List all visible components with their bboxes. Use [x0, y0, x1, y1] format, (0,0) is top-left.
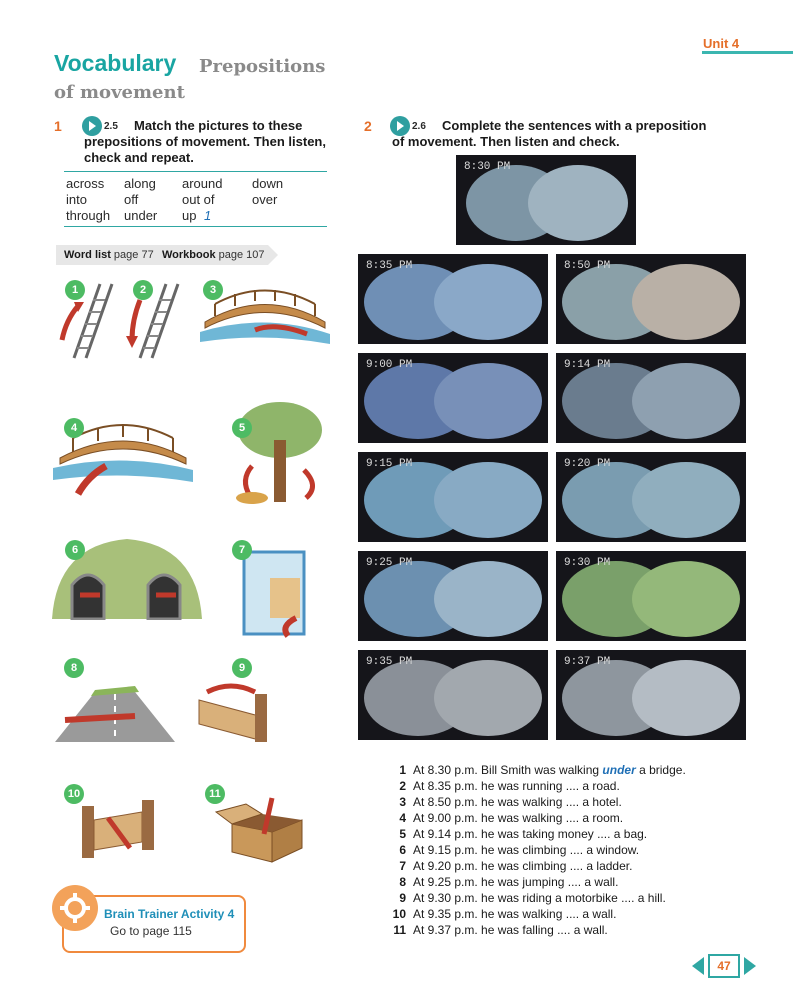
- picture-badge: 11: [205, 784, 225, 804]
- frame-937: [556, 650, 746, 740]
- svg-text:9:14 PM: 9:14 PM: [564, 359, 611, 371]
- sentence-8: At 9.25 p.m. he was jumping .... a wall.: [413, 875, 619, 889]
- picture-badge: 6: [65, 540, 85, 560]
- picture-10-wall: [78, 790, 158, 860]
- frame-830: [456, 155, 636, 245]
- sentence-6: At 9.15 p.m. he was climbing .... a window.: [413, 843, 640, 857]
- sentence-3: At 8.50 p.m. he was walking .... a hotel.: [413, 795, 622, 809]
- frame-930: [556, 551, 746, 641]
- sentence-11: At 9.37 p.m. he was falling .... a wall.: [413, 923, 608, 937]
- frame-915: [358, 452, 548, 542]
- sentence-2: At 8.35 p.m. he was running .... a road.: [413, 779, 620, 793]
- next-page-icon[interactable]: [742, 955, 758, 977]
- sentence-9: At 9.30 p.m. he was riding a motorbike .... a hill.: [413, 891, 666, 905]
- word-example-number: 1: [204, 208, 212, 223]
- svg-text:9:15 PM: 9:15 PM: [366, 458, 413, 470]
- svg-text:9:20 PM: 9:20 PM: [564, 458, 611, 470]
- picture-badge: 8: [64, 658, 84, 678]
- picture-badge: 9: [232, 658, 252, 678]
- word: through: [66, 208, 111, 223]
- sentence-10: At 9.35 p.m. he was walking .... a wall.: [413, 907, 617, 921]
- frame-920: [556, 452, 746, 542]
- word: along: [124, 176, 156, 191]
- picture-badge: 4: [64, 418, 84, 438]
- frame-900: [358, 353, 548, 443]
- sentence-4: At 9.00 p.m. he was walking .... a room.: [413, 811, 624, 825]
- previous-page-icon[interactable]: [690, 955, 706, 977]
- word-box-bottom-rule: [64, 226, 327, 227]
- frame-935: [358, 650, 548, 740]
- brain-trainer-title: Brain Trainer Activity 4: [104, 907, 235, 921]
- word: under: [124, 208, 158, 223]
- svg-text:9:35 PM: 9:35 PM: [366, 656, 413, 668]
- svg-text:8:35 PM: 8:35 PM: [366, 260, 413, 272]
- frame-925: [358, 551, 548, 641]
- page-title: Vocabulary: [54, 50, 177, 76]
- sentence-5: At 9.14 p.m. he was taking money .... a bag.: [413, 827, 648, 841]
- frame-914: [556, 353, 746, 443]
- picture-5-tree: [230, 400, 330, 510]
- word: off: [124, 192, 139, 207]
- word: across: [66, 176, 105, 191]
- sentence-number: 10: [392, 907, 406, 921]
- exercise-1-number: 1: [54, 118, 62, 134]
- picture-badge: 7: [232, 540, 252, 560]
- word: down: [252, 176, 284, 191]
- word: over: [252, 192, 278, 207]
- word-box-top-rule: [64, 171, 327, 172]
- picture-badge: 10: [64, 784, 84, 804]
- exercise-2-instruction: Complete the sentences with a preposition of movement. Then listen and check.: [392, 118, 707, 149]
- unit-rule: [702, 51, 793, 54]
- picture-badge: 3: [203, 280, 223, 300]
- svg-text:9:00 PM: 9:00 PM: [366, 359, 413, 371]
- picture-badge: 1: [65, 280, 85, 300]
- word: out of: [182, 192, 215, 207]
- picture-9-wall: [195, 672, 275, 742]
- picture-1-ladder-up: [52, 280, 122, 360]
- exercise-1-instruction: Match the pictures to these prepositions of movement. Then listen, check and repeat.: [84, 118, 326, 165]
- sentence-number: 11: [393, 923, 406, 937]
- sentence-number: 7: [399, 859, 406, 873]
- sentence-1: At 8.30 p.m. Bill Smith was walking under a bridge.: [413, 763, 686, 777]
- svg-text:9:30 PM: 9:30 PM: [564, 557, 611, 569]
- word-list-bar-tip: [268, 245, 278, 265]
- sentence-number: 2: [399, 779, 406, 793]
- word: around: [182, 176, 223, 191]
- word-list-ref[interactable]: Word list page 77: [64, 249, 154, 261]
- svg-text:8:50 PM: 8:50 PM: [564, 260, 611, 272]
- page-subtitle-line2: of movement: [54, 82, 185, 103]
- sentence-7: At 9.20 p.m. he was climbing .... a ladder.: [413, 859, 633, 873]
- sentence-number: 9: [399, 891, 406, 905]
- picture-11-box: [212, 790, 312, 865]
- svg-text:9:37 PM: 9:37 PM: [564, 656, 611, 668]
- brain-trainer-gear-icon: [52, 885, 98, 931]
- sentence-number: 4: [399, 811, 406, 825]
- unit-label: Unit 4: [703, 36, 740, 51]
- frame-835: [358, 254, 548, 344]
- frame-850: [556, 254, 746, 344]
- exercise-2-track: 2.6: [412, 121, 426, 132]
- workbook-ref[interactable]: Workbook page 107: [162, 249, 265, 261]
- sentence-number: 8: [399, 875, 406, 889]
- svg-text:8:30 PM: 8:30 PM: [464, 161, 511, 173]
- sentence-number: 3: [399, 795, 406, 809]
- page-number: 47: [708, 954, 740, 978]
- exercise-1-track: 2.5: [104, 121, 118, 132]
- sentence-number: 6: [399, 843, 406, 857]
- sentence-number: 1: [399, 763, 406, 777]
- word: into: [66, 192, 87, 207]
- picture-badge: 2: [133, 280, 153, 300]
- exercise-2-number: 2: [364, 118, 372, 134]
- svg-text:9:25 PM: 9:25 PM: [366, 557, 413, 569]
- picture-badge: 5: [232, 418, 252, 438]
- sentence-number: 5: [399, 827, 406, 841]
- picture-7-door: [240, 548, 320, 638]
- picture-8-road: [55, 672, 175, 742]
- page-subtitle-line1: Prepositions: [199, 56, 326, 77]
- brain-trainer-subtitle: Go to page 115: [110, 924, 192, 938]
- word: up: [182, 208, 197, 223]
